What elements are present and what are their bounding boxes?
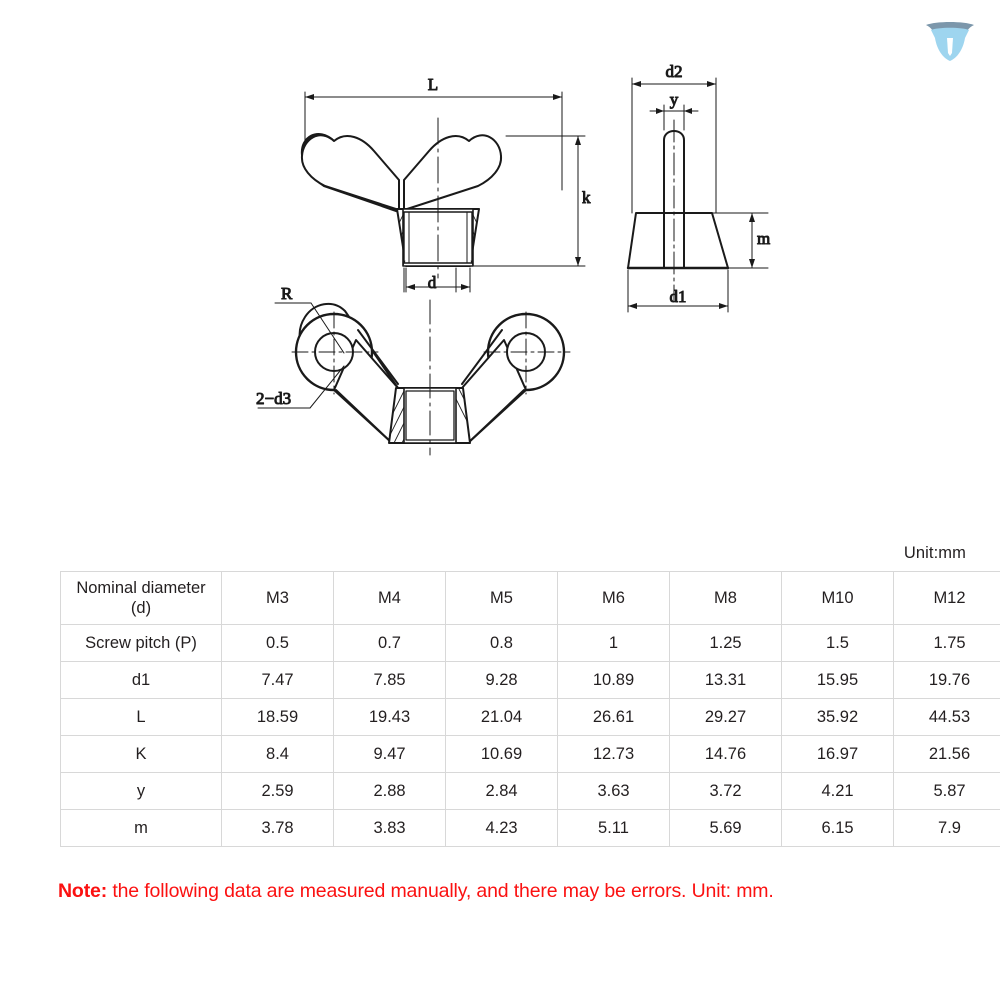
header-line2: (d) — [130, 599, 152, 617]
table-row — [61, 662, 1000, 699]
table-cell: 7.9 — [894, 810, 1000, 847]
table-cell: 5.87 — [894, 773, 1000, 810]
label-d2: d2 — [665, 62, 683, 81]
table-cell: 5.11 — [558, 810, 670, 847]
label-y: y — [669, 90, 679, 109]
table-cell: 2.59 — [222, 773, 334, 810]
row-label: L — [61, 699, 222, 736]
table-cell: 2.84 — [446, 773, 558, 810]
column-header: M3 — [222, 572, 334, 625]
label-2-d3: 2−d3 — [256, 389, 292, 408]
table-cell: 21.56 — [894, 736, 1000, 773]
column-header: M4 — [334, 572, 446, 625]
row-label: K — [61, 736, 222, 773]
note-text: the following data are measured manually, and there may be errors. Unit: mm. — [107, 880, 774, 902]
table-cell: 4.23 — [446, 810, 558, 847]
table-cell: 35.92 — [782, 699, 894, 736]
label-k: k — [582, 188, 591, 207]
table-cell: 7.47 — [222, 662, 334, 699]
row-label: m — [61, 810, 222, 847]
note-label: Note: — [58, 880, 108, 902]
row-label: Screw pitch (P) — [61, 625, 222, 662]
table-cell: 13.31 — [670, 662, 782, 699]
front-view — [302, 75, 591, 292]
table-row — [61, 625, 1000, 662]
table-cell: 15.95 — [782, 662, 894, 699]
table-cell: 19.43 — [334, 699, 446, 736]
side-view — [628, 62, 770, 312]
table-cell: 9.47 — [334, 736, 446, 773]
column-header: M5 — [446, 572, 558, 625]
table-cell: 8.4 — [222, 736, 334, 773]
table-cell: 19.76 — [894, 662, 1000, 699]
table-cell: 4.21 — [782, 773, 894, 810]
table-cell: 0.8 — [446, 625, 558, 662]
note-line — [58, 880, 774, 903]
table-cell: 14.76 — [670, 736, 782, 773]
side-base — [628, 213, 728, 268]
table-row — [61, 810, 1000, 847]
table-cell: 16.97 — [782, 736, 894, 773]
column-header: M10 — [782, 572, 894, 625]
plan-view — [256, 268, 570, 455]
label-d-front: d — [427, 273, 437, 292]
table-cell: 44.53 — [894, 699, 1000, 736]
table-cell: 12.73 — [558, 736, 670, 773]
table-cell: 3.72 — [670, 773, 782, 810]
table-cell: 7.85 — [334, 662, 446, 699]
table-cell: 9.28 — [446, 662, 558, 699]
table-cell: 1 — [558, 625, 670, 662]
table-cell: 10.69 — [446, 736, 558, 773]
table-cell: 3.83 — [334, 810, 446, 847]
table-cell: 21.04 — [446, 699, 558, 736]
spec-table-body — [61, 572, 1000, 847]
table-cell: 29.27 — [670, 699, 782, 736]
table-cell: 10.89 — [558, 662, 670, 699]
table-cell: 3.63 — [558, 773, 670, 810]
header-line1: Nominal diameter — [76, 578, 206, 597]
table-cell: 0.5 — [222, 625, 334, 662]
table-cell: 0.7 — [334, 625, 446, 662]
column-header: M8 — [670, 572, 782, 625]
label-m: m — [757, 229, 771, 248]
table-cell: 1.75 — [894, 625, 1000, 662]
column-header: M12 — [894, 572, 1000, 625]
table-cell: 2.88 — [334, 773, 446, 810]
table-row — [61, 736, 1000, 773]
specification-table — [60, 571, 971, 847]
table-row — [61, 699, 1000, 736]
table-cell: 1.25 — [670, 625, 782, 662]
column-header: M6 — [558, 572, 670, 625]
table-cell: 3.78 — [222, 810, 334, 847]
dimension-d-front — [406, 268, 470, 292]
table-cell: 6.15 — [782, 810, 894, 847]
label-d1: d1 — [669, 287, 687, 306]
label-R: R — [281, 284, 293, 303]
label-L: L — [427, 75, 439, 94]
unit-caption: Unit:mm — [903, 544, 966, 562]
table-cell: 1.5 — [782, 625, 894, 662]
header-nominal-diameter — [61, 572, 222, 625]
table-cell: 18.59 — [222, 699, 334, 736]
table-row — [61, 773, 1000, 810]
table-header-row — [61, 572, 1000, 625]
row-label: y — [61, 773, 222, 810]
table-cell: 5.69 — [670, 810, 782, 847]
table-cell: 26.61 — [558, 699, 670, 736]
row-label: d1 — [61, 662, 222, 699]
